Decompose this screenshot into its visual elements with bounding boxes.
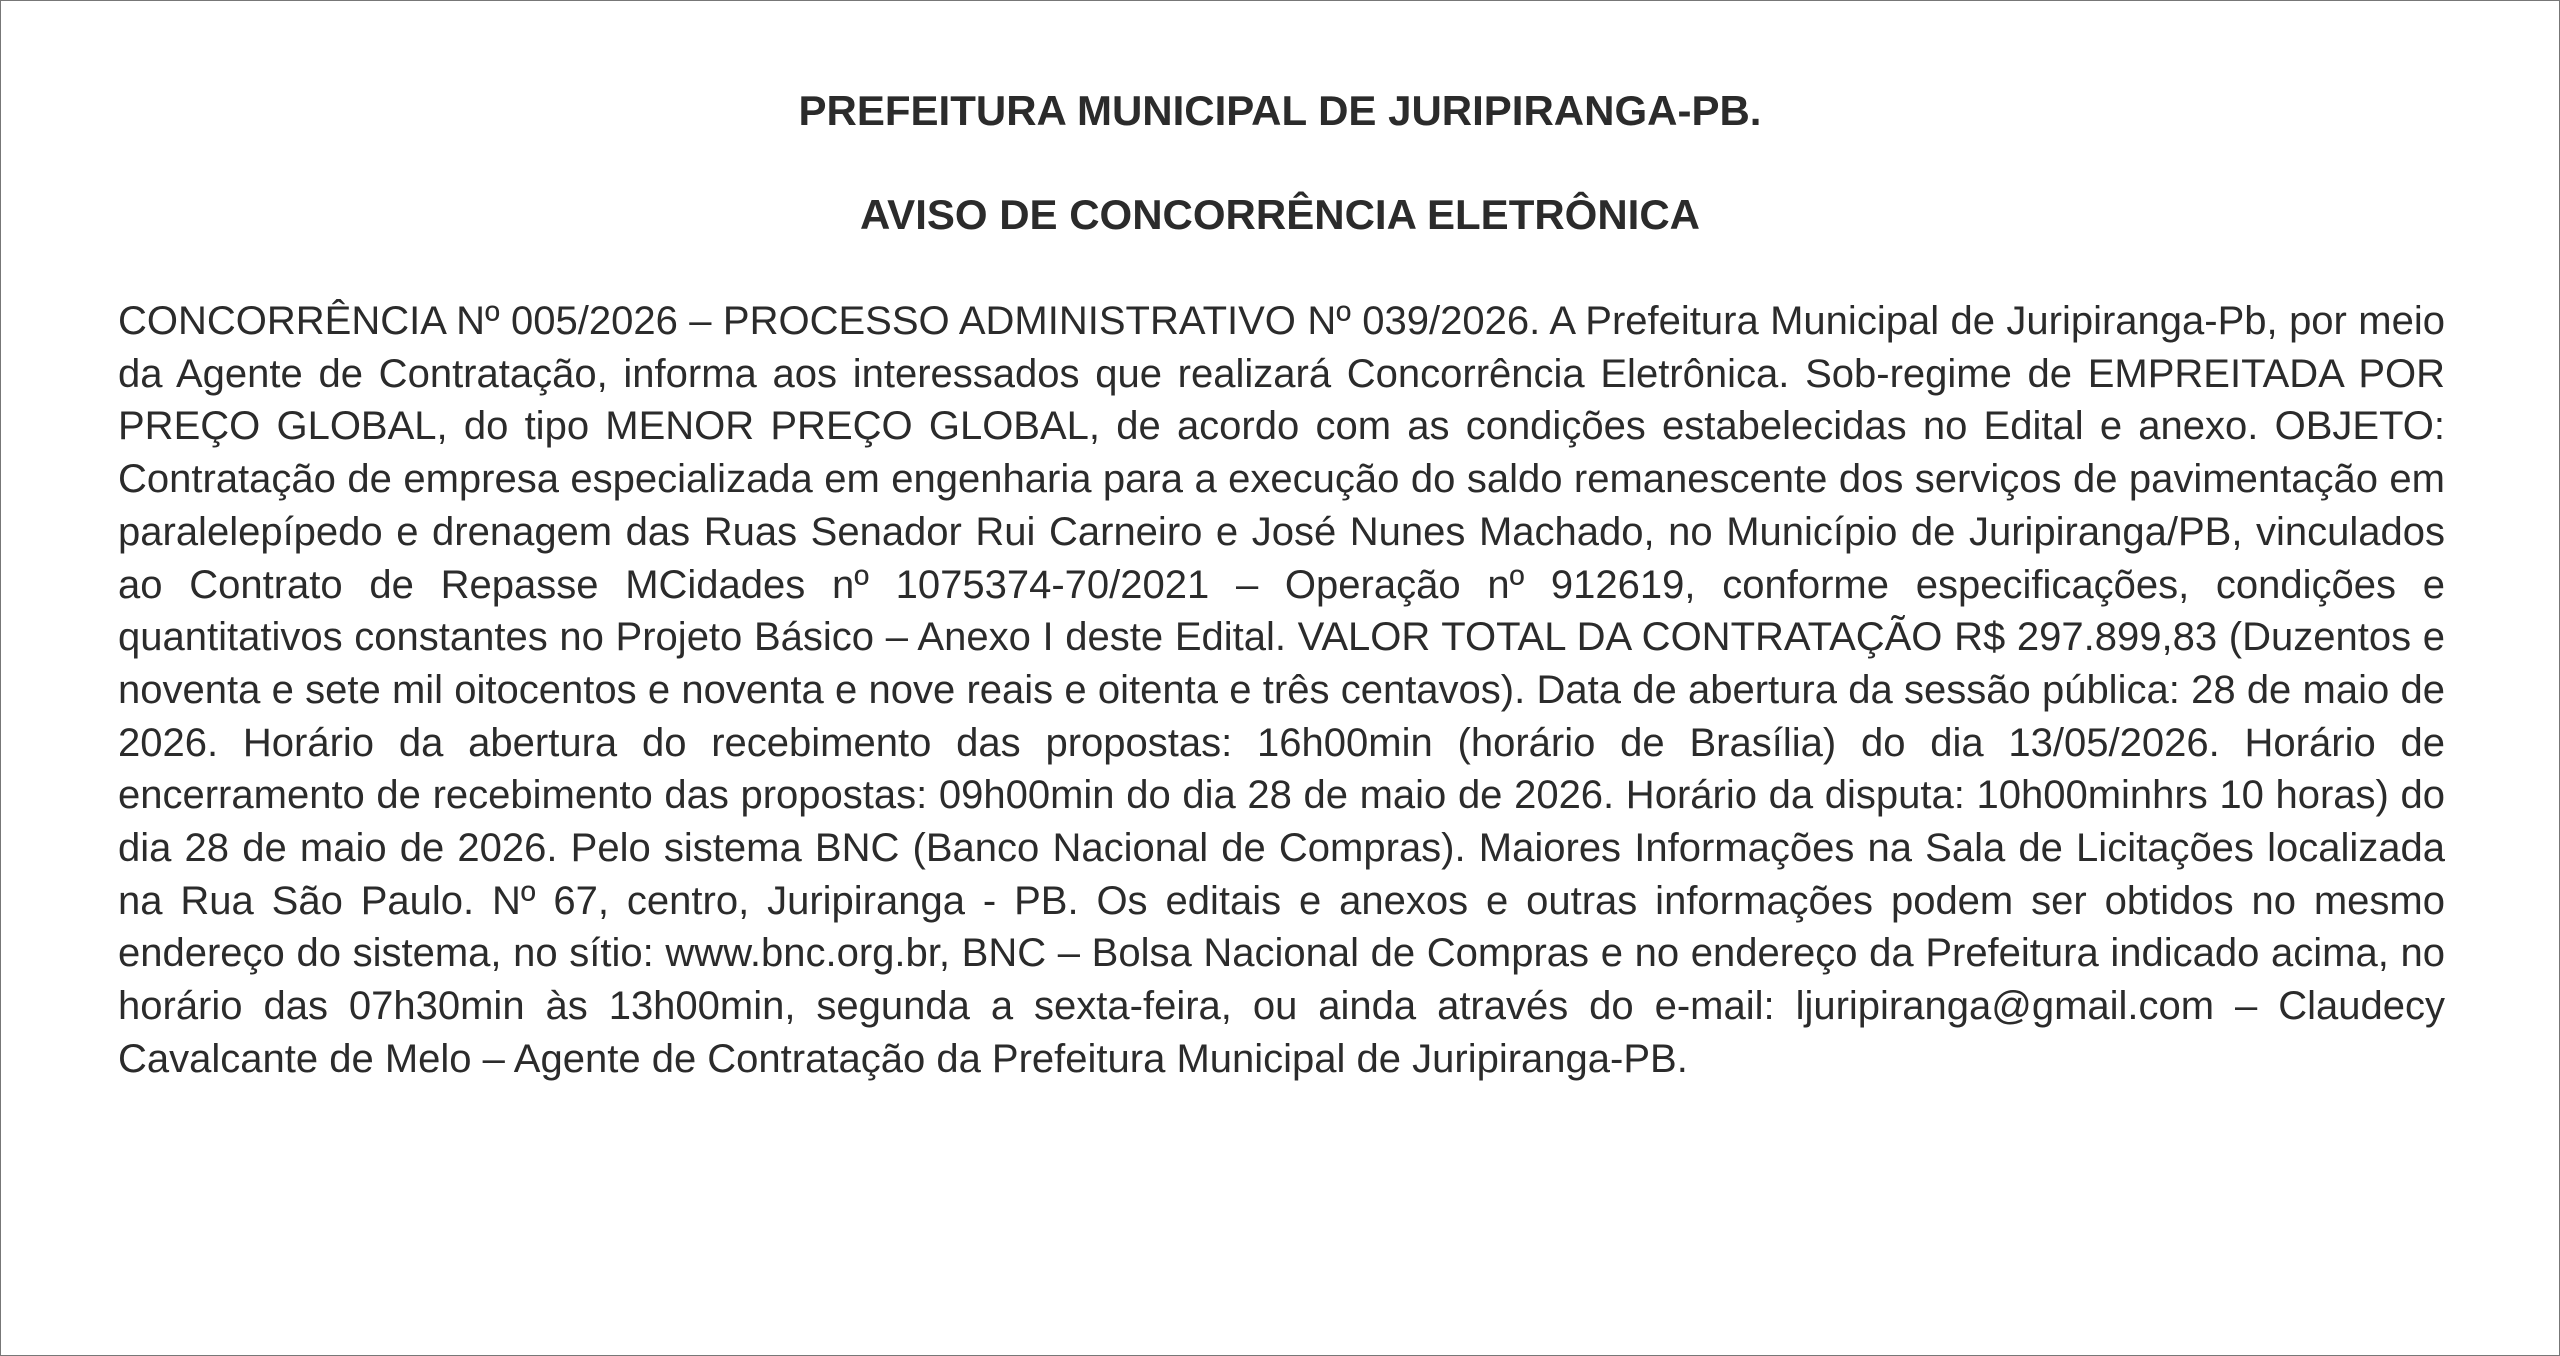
notice-heading: AVISO DE CONCORRÊNCIA ELETRÔNICA bbox=[859, 191, 1701, 238]
notice-body-text: CONCORRÊNCIA Nº 005/2026 – PROCESSO ADMINISTRATIVO Nº 039/2026. A Prefeitura Municipal de Juripiranga-Pb, por meio da Agente de Contratação, informa aos interessados que realizará Concorrência Eletrônica. Sob-regime de EMPREITADA POR PREÇO GLOBAL, do tipo MENOR PREÇO GLOBAL, de acordo com as condições estabelecidas no Edital e anexo. OBJETO: Contratação de empresa especializada em engenharia para a execução do saldo remanescente dos serviços de pavimentação em paralelepípedo e drenagem das Ruas Senador Rui Carneiro e José Nunes Machado, no Município de Juripiranga/PB, vinculados ao Contrato de Repasse MCidades nº 1075374-70/2021 – Operação nº 912619, conforme especificações, condições e quantitativos constantes no Projeto Básico – Anexo I deste Edital. VALOR TOTAL DA CONTRATAÇÃO R$ 297.899,83 (Duzentos e noventa e sete mil oitocentos e noventa e nove reais e oitenta e três centavos). Data de abertura da sessão pública: 28 de maio de 2026. Horário da abertura do recebimento das propostas: 16h00min (horário de Brasília) do dia 13/05/2026. Horário de encerramento de recebimento das propostas: 09h00min do dia 28 de maio de 2026. Horário da disputa: 10h00minhrs 10 horas) do dia 28 de maio de 2026. Pelo sistema BNC (Banco Nacional de Compras). Maiores Informações na Sala de Licitações localizada na Rua São Paulo. Nº 67, centro, Juripiranga - PB. Os editais e anexos e outras informações podem ser obtidos no mesmo endereço do sistema, no sítio: www.bnc.org.br, BNC – Bolsa Nacional de Compras e no endereço da Prefeitura indicado acima, no horário das 07h30min às 13h00min, segunda a sexta-feira, ou ainda através do e-mail: ljuripiranga@gmail.com – Claudecy Cavalcante de Melo – Agente de Contratação da Prefeitura Municipal de Juripiranga-PB. bbox=[118, 299, 2445, 1081]
municipality-heading: PREFEITURA MUNICIPAL DE JURIPIRANGA-PB. bbox=[798, 87, 1762, 134]
